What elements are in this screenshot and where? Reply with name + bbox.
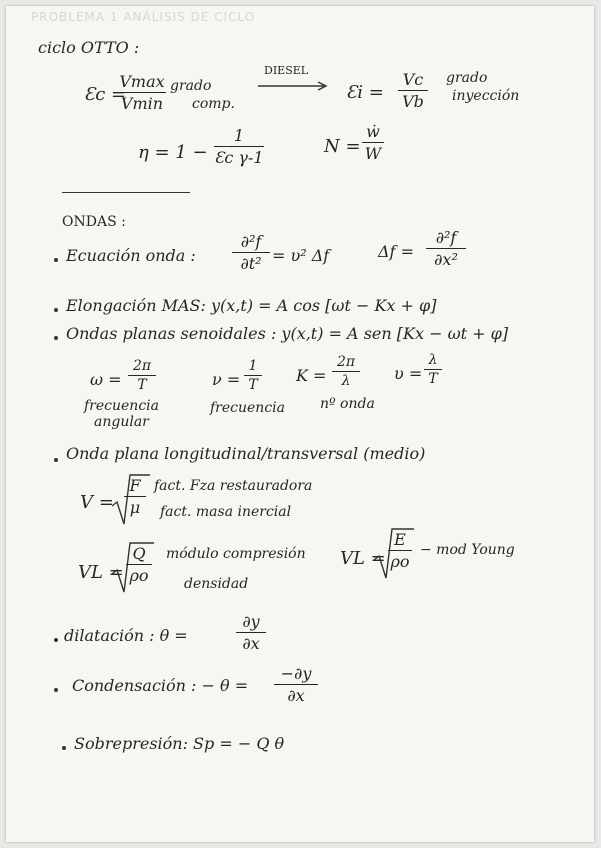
k-lhs: K =: [296, 366, 327, 385]
dilatacion-fraction: [236, 612, 266, 653]
v-root-note-fza: fact. Fza restauradora: [154, 478, 313, 494]
ondas-planas-line: Ondas planas senoidales : y(x,t) = A sen [Kx − ωt + φ]: [66, 324, 509, 343]
omega-note-angular: angular: [94, 414, 149, 430]
ei-denominator: Vb: [402, 92, 424, 111]
dilatacion-denominator: ∂x: [242, 634, 260, 653]
nu-fraction: [244, 358, 262, 393]
ec-note-grado: grado: [170, 78, 212, 94]
bullet: [54, 308, 58, 312]
fraction-bar: [362, 142, 384, 143]
v-denominator: T: [428, 371, 438, 387]
fraction-bar: [274, 684, 318, 685]
eta-lhs: η = 1 −: [138, 142, 208, 163]
n-fraction: [362, 122, 384, 163]
eq-onda-numerator: ∂²f: [240, 232, 262, 251]
bullet: [54, 336, 58, 340]
vl2-denominator: ρo: [390, 552, 410, 571]
k-note-n-onda: nº onda: [320, 396, 375, 412]
k-denominator: λ: [341, 373, 351, 389]
ei-lhs: Ɛi =: [346, 82, 384, 103]
ec-fraction: [118, 72, 166, 113]
omega-note-frecuencia: frecuencia: [84, 398, 159, 414]
ei-numerator: Vc: [402, 70, 424, 89]
vl-lhs: VL =: [78, 562, 124, 583]
vl-numerator: Q: [132, 544, 146, 563]
eq-onda-denominator: ∂t²: [240, 254, 262, 273]
sobrepresion-line: Sobrepresión: Sp = − Q θ: [74, 734, 285, 753]
condensacion-denominator: ∂x: [287, 686, 305, 705]
condensacion-numerator: −∂y: [280, 664, 312, 683]
v-root-denominator: μ: [129, 498, 141, 517]
fraction-bar: [388, 550, 412, 551]
diesel-label: DIESEL: [264, 64, 309, 77]
vl-fraction: [126, 544, 152, 585]
onda-long-trans-line: Onda plana longitudinal/transversal (medio): [66, 444, 426, 463]
dilatacion-numerator: ∂y: [242, 612, 260, 631]
n-numerator: ẇ: [366, 122, 380, 141]
fraction-bar: [128, 375, 156, 376]
ec-lhs: Ɛc =: [84, 84, 127, 105]
vl2-numerator: E: [394, 530, 406, 549]
delta-fraction: [426, 228, 466, 269]
v-numerator: λ: [428, 352, 438, 368]
section-divider: [62, 192, 190, 193]
ondas-heading: ONDAS :: [62, 214, 126, 230]
ei-note-inyeccion: inyección: [452, 88, 520, 104]
eta-denominator: Ɛc γ-1: [214, 148, 264, 167]
fraction-bar: [332, 371, 360, 372]
arrow-icon: [256, 80, 330, 92]
condensacion-fraction: [274, 664, 318, 705]
fraction-bar: [236, 632, 266, 633]
nu-numerator: 1: [248, 358, 258, 374]
fraction-bar: [398, 90, 428, 91]
v-root-lhs: V =: [80, 492, 114, 513]
omega-numerator: 2π: [132, 358, 152, 374]
vl2-note-young: − mod Young: [420, 542, 515, 558]
n-lhs: N =: [324, 136, 361, 157]
v-root-numerator: F: [129, 476, 141, 495]
bullet: [62, 746, 66, 750]
vl-note-modulo: módulo compresión: [166, 546, 306, 562]
vl2-lhs: VL =: [340, 548, 386, 569]
fraction-bar: [232, 252, 270, 253]
n-denominator: W: [364, 144, 382, 163]
delta-denominator: ∂x²: [434, 250, 458, 269]
show-through-header: PROBLEMA 1 ANÁLISIS DE CICLO: [31, 10, 256, 24]
omega-denominator: T: [137, 377, 147, 393]
eq-onda-fraction: [232, 232, 270, 273]
vl-denominator: ρo: [129, 566, 149, 585]
bullet: [54, 638, 58, 642]
fraction-bar: [244, 375, 262, 376]
eta-fraction: [214, 126, 264, 167]
fraction-bar: [126, 564, 152, 565]
condensacion-label: Condensación : − θ =: [72, 676, 249, 695]
delta-lhs: Δf =: [378, 242, 414, 261]
eta-numerator: 1: [233, 126, 245, 145]
fraction-bar: [118, 92, 166, 93]
notebook-page: [6, 6, 594, 842]
fraction-bar: [124, 496, 146, 497]
omega-fraction: [128, 358, 156, 393]
bullet: [54, 688, 58, 692]
fraction-bar: [214, 146, 264, 147]
dilatacion-label: dilatación : θ =: [64, 626, 188, 645]
nu-note-frecuencia: frecuencia: [210, 400, 285, 416]
otto-heading: ciclo OTTO :: [38, 38, 140, 57]
ei-note-grado: grado: [446, 70, 488, 86]
nu-lhs: ν =: [212, 370, 241, 389]
v-root-note-masa: fact. masa inercial: [160, 504, 292, 520]
vl-note-densidad: densidad: [184, 576, 249, 592]
v-fraction: [424, 352, 442, 387]
elongacion-line: Elongación MAS: y(x,t) = A cos [ωt − Kx + φ]: [66, 296, 437, 315]
eq-onda-rhs: = υ² Δf: [272, 246, 330, 265]
ec-denominator: Vmin: [120, 94, 164, 113]
fraction-bar: [426, 248, 466, 249]
bullet: [54, 258, 58, 262]
delta-numerator: ∂²f: [435, 228, 457, 247]
nu-denominator: T: [248, 377, 258, 393]
ec-numerator: Vmax: [119, 72, 165, 91]
omega-lhs: ω =: [90, 370, 122, 389]
eq-onda-label: Ecuación onda :: [66, 246, 196, 265]
k-numerator: 2π: [336, 354, 356, 370]
v-lhs: υ =: [394, 364, 423, 383]
bullet: [54, 458, 58, 462]
ei-fraction: [398, 70, 428, 111]
vl2-fraction: [388, 530, 412, 571]
ec-note-comp: comp.: [192, 96, 235, 112]
v-root-fraction: [124, 476, 146, 517]
k-fraction: [332, 354, 360, 389]
fraction-bar: [424, 369, 442, 370]
